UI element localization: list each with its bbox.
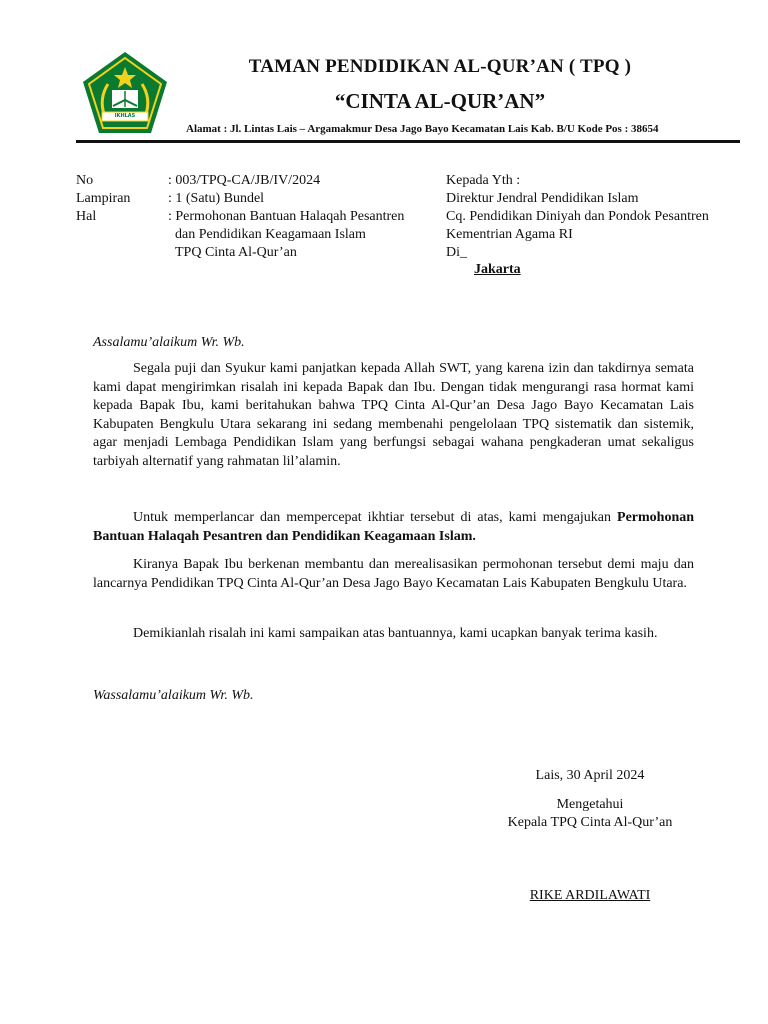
paragraph-4: Demikianlah risalah ini kami sampaikan atas bantuannya, kami ucapkan banyak terima kasih. bbox=[133, 626, 658, 641]
letterhead-address: Alamat : Jl. Lintas Lais – Argamakmur Desa Jago Bayo Kecamatan Lais Kab. B/U Kode Pos : 38654 bbox=[186, 123, 659, 135]
mengetahui-label: Mengetahui bbox=[556, 797, 624, 812]
paragraph-2-bold: Permohonan Bantuan Halaqah Pesantren dan Pendidikan Keagamaan Islam. bbox=[93, 510, 695, 544]
logo-text: IKHLAS BERAMAL bbox=[111, 113, 139, 128]
recipient-line5: Di_ bbox=[446, 245, 467, 260]
letterhead-title: TAMAN PENDIDIKAN AL-QUR’AN ( TPQ ) bbox=[248, 56, 632, 77]
signatory-name: RIKE ARDILAWATI bbox=[529, 888, 651, 903]
paragraph-2-text: Untuk memperlancar dan mempercepat ikhtiar tersebut di atas, kami mengajukan bbox=[133, 510, 612, 525]
recipient-line3: Cq. Pendidikan Diniyah dan Pondok Pesantren bbox=[446, 209, 709, 224]
kemenag-logo bbox=[80, 50, 170, 136]
hal-value-line2: dan Pendidikan Keagamaan Islam bbox=[175, 227, 366, 242]
letterhead-subtitle: “CINTA AL-QUR’AN” bbox=[334, 89, 546, 113]
recipient-city: Jakarta bbox=[474, 262, 521, 277]
recipient-line2: Direktur Jendral Pendidikan Islam bbox=[446, 191, 639, 206]
no-label: No bbox=[76, 173, 94, 188]
hal-label: Hal bbox=[76, 209, 97, 224]
header-divider bbox=[76, 140, 740, 143]
no-value: : 003/TPQ-CA/JB/IV/2024 bbox=[168, 173, 321, 188]
paragraph-3: Kiranya Bapak Ibu berkenan membantu dan merealisasikan permohonan tersebut demi maju dan lancarnya Pendidikan TPQ Cinta Al-Qur’an Desa Jago Bayo Kecamatan Lais Kabupaten Bengkulu Utara. bbox=[93, 557, 694, 591]
signatory-position: Kepala TPQ Cinta Al-Qur’an bbox=[507, 815, 673, 830]
closing: Wassalamu’alaikum Wr. Wb. bbox=[93, 688, 254, 703]
hal-value-line1: : Permohonan Bantuan Halaqah Pesantren bbox=[168, 209, 405, 224]
place-date: Lais, 30 April 2024 bbox=[535, 768, 645, 783]
recipient-line4: Kementrian Agama RI bbox=[446, 227, 573, 242]
recipient-line1: Kepada Yth : bbox=[446, 173, 521, 188]
paragraph-1: Segala puji dan Syukur kami panjatkan kepada Allah SWT, yang karena izin dan takdirnya semata kami dapat mengirimkan risalah ini kepada Bapak dan Ibu. Dengan tidak mengurangi rasa hormat kami kepada Bapak Ibu, kami beritahukan bahwa TPQ Cinta Al-Qur’an Desa Jago Bayo Kecamatan Lais Kabupaten Bengkulu Utara sekarang ini sedang membenahi pengelolaan TPQ sistematik dan sistemik, agar menjadi Lembaga Pendidikan Islam yang berfungsi sebagai wahana pengkaderan umat sekaligus tarbiyah alternatif yang rahmatan lil’alamin. bbox=[93, 361, 694, 469]
paragraph-2 bbox=[93, 509, 694, 546]
hal-value-line3: TPQ Cinta Al-Qur’an bbox=[175, 245, 297, 260]
lampiran-value: : 1 (Satu) Bundel bbox=[168, 191, 265, 206]
lampiran-label: Lampiran bbox=[76, 191, 131, 206]
greeting: Assalamu’alaikum Wr. Wb. bbox=[93, 335, 245, 350]
